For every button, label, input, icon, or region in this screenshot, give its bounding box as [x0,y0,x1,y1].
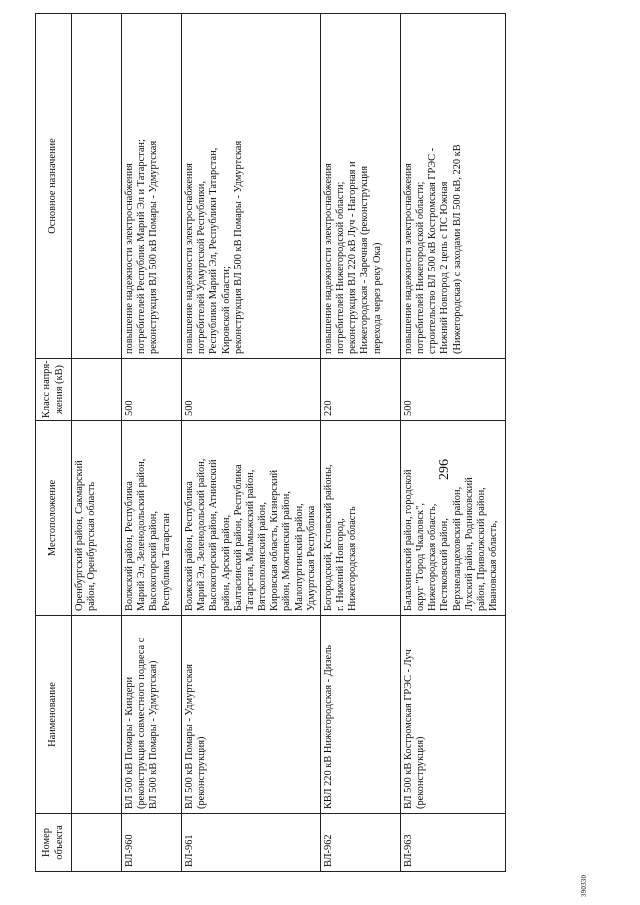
cell-text-line: Богородский, Кстовский районы, [322,464,334,611]
table-row [182,14,321,872]
cell-name [122,616,182,814]
cell-text-line: повышение надежности электроснабжения [124,163,135,354]
cell-text-line: Балахнинский район, городской [402,469,414,611]
cell-text-line: Малопургинский район, [293,503,305,611]
cell-text-line: Татарстан, Малмыжский район, [244,469,256,611]
cell-text-line: Нижегородская область [347,506,359,611]
cell-text-line: район, Оренбургская область [86,481,98,611]
cell-text-line: Наименование [47,682,59,747]
cell-text-line: повышение надежности электроснабжения [322,163,334,354]
cell-text-line: (реконструкция совместного подвеса с [136,637,148,809]
table-row [400,14,505,872]
cell-text-line: Нижегородская - Заречная (реконструкция [359,165,371,354]
cell-text-line: потребителей Нижегородской области; [415,181,427,354]
cell-number: ВЛ-961 [182,814,321,872]
cell-text-line: Высокогорский район, Атнинский [208,459,220,611]
cell-text-line: перехода через реку Ока) [371,242,383,354]
cell-number: ВЛ-960 [122,814,182,872]
cell-purpose [182,14,321,359]
cell-text-line: округ "Город Чкаловск", [415,503,427,611]
cell-purpose [400,14,505,359]
header-location [36,421,72,616]
cell-text-line: потребителей Удмуртской Республики, [196,181,208,354]
cell-text-line: жения (кВ) [53,364,65,415]
cell-number: ВЛ-962 [320,814,400,872]
cell-text-line: район, Можгинский район, [281,491,293,611]
cell-location [400,421,505,616]
cell-text-line: потребителей Республик Марий Эл и Татарстан; [136,139,148,354]
cell-text-line: Волжский район, Республика [124,481,135,611]
cell-text-line: строительство ВЛ 500 кВ Костромская ГРЭС - [427,147,439,354]
cell-text-line: район, Приволжский район, [475,487,487,611]
cell-text-line: ВЛ 500 кВ Костромская ГРЭС - Луч [402,649,414,809]
cell-text-line: Ивановская область, [488,520,500,611]
cell-location [72,421,122,616]
cell-name [72,616,122,814]
cell-text-line: Оренбургский район, Сакмарский [74,460,85,611]
cell-text-line: Верхнеландеховский район, [451,486,463,611]
cell-text-line: реконструкция ВЛ 220 кВ Луч - Нагорная и [347,161,359,354]
cell-text-line: Класс напря- [41,360,53,418]
cell-text-line: Балтасинский район, Республика [232,464,244,611]
cell-voltage: 500 [122,359,182,421]
cell-text-line: ВЛ 500 кВ Помары - Удмуртская [184,664,195,809]
cell-text-line: (реконструкция) [196,736,208,809]
cell-text-line: (реконструкция) [415,736,427,809]
header-voltage [36,359,72,421]
cell-voltage: 500 [400,359,505,421]
cell-voltage: 500 [182,359,321,421]
cell-voltage [72,359,122,421]
page-number: 296 [437,459,452,480]
cell-purpose [122,14,182,359]
cell-text-line: потребителей Нижегородской области; [335,181,347,354]
cell-text-line: Кировская область, Кизнерский [269,469,281,611]
table-row [122,14,182,872]
document-code: 390330 [580,874,588,897]
cell-text-line: ВЛ 500 кВ Помары - Удмуртская) [148,660,160,809]
cell-text-line: Местоположение [47,479,59,557]
cell-text-line: ВЛ 500 кВ Помары - Киндери [124,676,135,809]
cell-text-line: повышение надежности электроснабжения [184,163,195,354]
cell-purpose [320,14,400,359]
cell-text-line: Пестяковский район, [439,518,451,611]
table-row-continuation [72,14,122,872]
cell-text-line: Лухский район, Родниковский [463,477,475,611]
cell-text-line: Волжский район, Республика [184,481,195,611]
cell-text-line: Нижегородская область, [427,503,439,611]
cell-text-line: объекта [53,825,65,860]
cell-name [320,616,400,814]
cell-text-line: Высокогорский район, [148,511,160,611]
cell-text-line: район, Арский район, [220,514,232,611]
cell-text-line: реконструкция ВЛ 500 кВ Помары - Удмуртская [148,140,160,354]
cell-location [122,421,182,616]
cell-name [182,616,321,814]
table-row [320,14,400,872]
cell-text-line: повышение надежности электроснабжения [402,163,414,354]
cell-text-line: Вятскополянский район, [257,502,269,611]
cell-text-line: Республика Татарстан [160,513,172,611]
cell-purpose [72,14,122,359]
cell-location [182,421,321,616]
cell-number [72,814,122,872]
cell-location [320,421,400,616]
cell-text-line: Нижний Новгород 2 цепь с ПС Южная [439,181,451,354]
cell-text-line: (Нижегородская) с заходами ВЛ 500 кВ, 220 кВ [451,144,463,354]
cell-text-line: Кировской области; [220,266,232,354]
cell-voltage: 220 [320,359,400,421]
table-header-row [36,14,72,872]
header-number [36,814,72,872]
header-name [36,616,72,814]
cell-text-line: Марий Эл, Зеленодольский район, [196,458,208,611]
cell-text-line: реконструкция ВЛ 500 кВ Помары - Удмуртская [232,140,244,354]
header-purpose [36,14,72,359]
cell-text-line: Марий Эл, Зеленодольский район, [136,458,148,611]
cell-text-line: Республики Марий Эл, Республики Татарстан, [208,147,220,354]
cell-text-line: Основное назначение [47,138,59,234]
cell-text-line: Удмуртская Республика [305,505,317,611]
cell-number: ВЛ-963 [400,814,505,872]
cell-text-line: г. Нижний Новгород, [335,518,347,611]
objects-table [35,13,506,872]
cell-text-line: Номер [41,828,53,857]
cell-text-line: КВЛ 220 кВ Нижегородская - Дизель [322,644,334,809]
cell-name [400,616,505,814]
